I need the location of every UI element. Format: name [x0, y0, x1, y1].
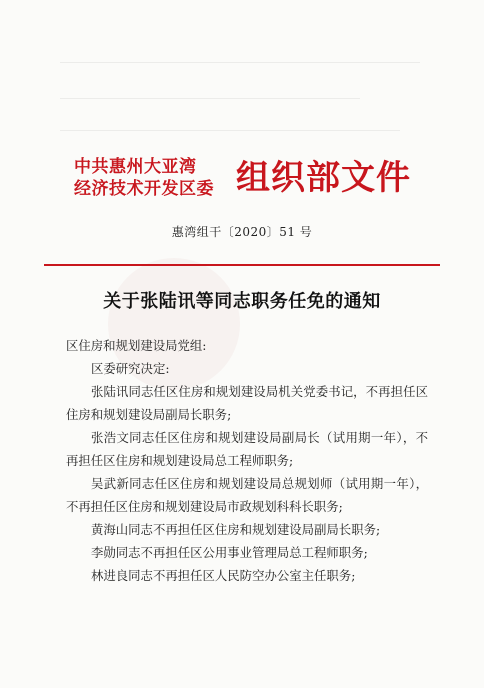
faint-line [60, 98, 360, 99]
document-type-title: 组织部文件 [236, 158, 411, 198]
org-line-2: 经济技术开发区委 [74, 179, 214, 199]
appointment-item: 黄海山同志不再担任区住房和规划建设局副局长职务; [91, 522, 381, 537]
org-line-1: 中共惠州大亚湾 [74, 157, 197, 177]
appointment-item: 吴武新同志任区住房和规划建设局总规划师（试用期一年），不再担任区住房和规划建设局市政规划科科长职务; [66, 476, 428, 514]
document-header [74, 156, 414, 204]
appointment-item: 张陆讯同志任区住房和规划建设局机关党委书记，不再担任区住房和规划建设局副局长职务; [66, 384, 428, 422]
appointment-item: 林进良同志不再担任区人民防空办公室主任职务; [91, 568, 356, 583]
document-body [66, 334, 428, 587]
decision-line: 区委研究决定: [91, 361, 170, 376]
appointment-item: 张浩文同志任区住房和规划建设局副局长（试用期一年），不再担任区住房和规划建设局总工程师职务; [66, 430, 428, 468]
issuing-organization [74, 156, 234, 200]
faint-line [60, 62, 420, 63]
faint-line [60, 130, 400, 131]
notice-title: 关于张陆讯等同志职务任免的通知 [103, 291, 381, 312]
document-number: 惠湾组干〔2020〕51 号 [171, 225, 313, 239]
recipient-line: 区住房和规划建设局党组: [66, 338, 207, 353]
red-separator-line [44, 264, 440, 266]
appointment-item: 李勋同志不再担任区公用事业管理局总工程师职务; [91, 545, 368, 560]
